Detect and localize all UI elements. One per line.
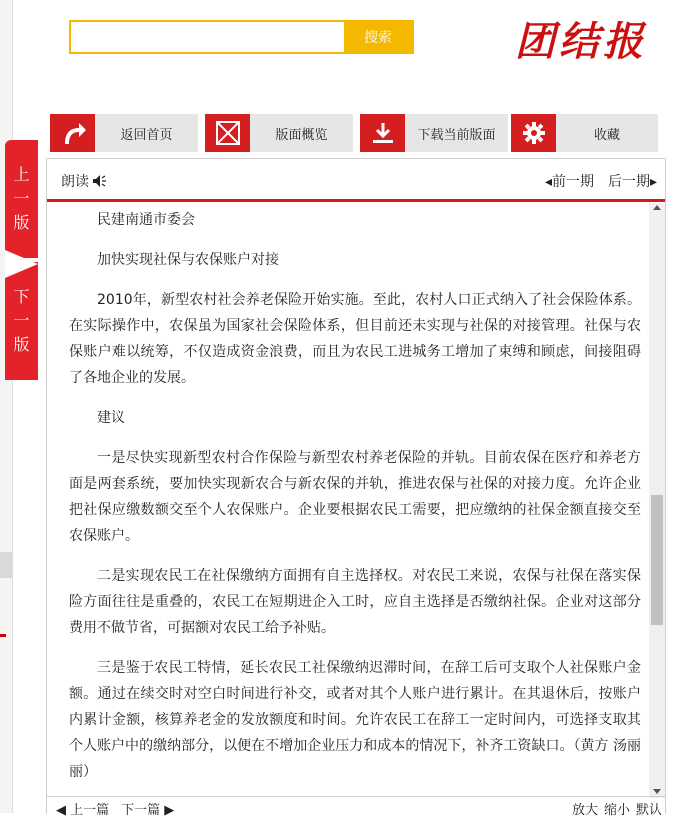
- next-article-link[interactable]: 下一篇 ▶: [121, 803, 175, 818]
- read-aloud-label: 朗读: [61, 174, 89, 190]
- tab-up-char-2: 一: [13, 189, 30, 208]
- zoom-controls: [572, 799, 662, 818]
- newspaper-logo: [515, 10, 665, 64]
- tab-notch: [5, 250, 38, 278]
- previous-article-link[interactable]: ◀ 上一篇: [56, 803, 110, 818]
- search-box: [69, 20, 414, 54]
- next-page-tab[interactable]: [5, 262, 38, 380]
- zoom-out-button[interactable]: 缩小: [603, 803, 630, 818]
- favorite-button[interactable]: [511, 114, 658, 152]
- next-issue-link[interactable]: 后一期▸: [607, 174, 657, 190]
- home-label: 返回首页: [120, 127, 173, 143]
- scroll-down-icon[interactable]: [653, 789, 661, 794]
- left-edge-strip: [0, 0, 13, 813]
- reader-bar: [47, 159, 665, 202]
- article-navigation: [56, 799, 174, 818]
- article-title: 加快实现社保与农保账户对接: [97, 252, 279, 268]
- previous-issue-label: 前一期: [551, 174, 594, 190]
- home-button[interactable]: [50, 114, 198, 152]
- read-aloud-button[interactable]: [61, 171, 107, 191]
- next-issue-label: 后一期: [607, 174, 650, 190]
- download-button[interactable]: [360, 114, 508, 152]
- logo-text: 团结报: [515, 18, 647, 65]
- return-arrow-icon: [50, 114, 95, 152]
- article-paragraph: 二是实现农民工在社保缴纳方面拥有自主选择权。对农民工来说，农保与社保在落实保险方面往往是重叠的，农民工在短期进企入工时，应自主选择是否缴纳社保。企业对这部分费用不做节省，可据额对农民工给予补贴。: [69, 568, 641, 636]
- scrollbar-thumb[interactable]: [651, 495, 663, 625]
- tab-up-char-3: 版: [13, 213, 30, 232]
- tab-up-char-1: 上: [13, 165, 30, 184]
- download-icon: [360, 114, 405, 152]
- article-paragraph: 2010年，新型农村社会养老保险开始实施。至此，农村人口正式纳入了社会保险体系。在实际操作中，农保虽为国家社会保险体系，但目前还未实现与社保的对接管理。社保与农保账户难以统筹，不仅造成资金浪费，而且为农民工进城务工增加了束缚和顾虑，间接阻碍了各地企业的发展。: [69, 292, 641, 386]
- previous-page-tab[interactable]: [5, 140, 38, 258]
- speaker-icon: [91, 173, 107, 189]
- zoom-in-button[interactable]: 放大: [571, 803, 598, 818]
- overview-label: 版面概览: [275, 127, 328, 143]
- scroll-up-icon[interactable]: [653, 205, 661, 210]
- article-paragraph: 三是鉴于农民工特情，延长农民工社保缴纳迟滞时间，在辞工后可支取个人社保账户金额。通过在续交时对空白时间进行补交，或者对其个人账户进行累计。在其退休后，按账户内累计金额，核算养老金的发放额度和时间。允许农民工在辞工一定时间内，可选择支取其个人账户中的缴纳部分，以便在不增加企业压力和成本的情况下，补齐工资缺口。（黄方 汤丽丽）: [69, 660, 641, 780]
- previous-issue-link[interactable]: ◂前一期: [544, 174, 594, 190]
- search-input[interactable]: [71, 22, 344, 52]
- article-subheading: 建议: [97, 410, 125, 426]
- vertical-scrollbar[interactable]: [649, 203, 665, 798]
- favorite-label: 收藏: [593, 127, 620, 143]
- default-size-button[interactable]: 默认: [635, 803, 662, 818]
- issue-navigation: [545, 171, 657, 191]
- article-author: 民建南通市委会: [97, 212, 195, 228]
- left-strip-block: [0, 552, 12, 578]
- tab-down-char-3: 版: [13, 335, 30, 354]
- tab-down-char-2: 一: [13, 311, 30, 330]
- gear-icon: [511, 114, 556, 152]
- search-button[interactable]: 搜索: [344, 22, 412, 52]
- bottom-bar: [46, 796, 666, 818]
- overview-button[interactable]: [205, 114, 353, 152]
- article-panel: [46, 158, 666, 814]
- left-strip-marker: [0, 634, 6, 637]
- layout-icon: [205, 114, 250, 152]
- tab-down-char-1: 下: [13, 287, 30, 306]
- article-content: [47, 203, 649, 798]
- article-paragraph: 一是尽快实现新型农村合作保险与新型农村养老保险的并轨。目前农保在医疗和养老方面是两套系统，要加快实现新农合与新农保的并轨，推进农保与社保的对接力度。允许企业把社保应缴数额交至个人农保账户。企业要根据农民工需要，把应缴纳的社保金额直接交至农保账户。: [69, 450, 641, 544]
- download-label: 下载当前版面: [417, 127, 496, 143]
- toolbar: [50, 114, 658, 152]
